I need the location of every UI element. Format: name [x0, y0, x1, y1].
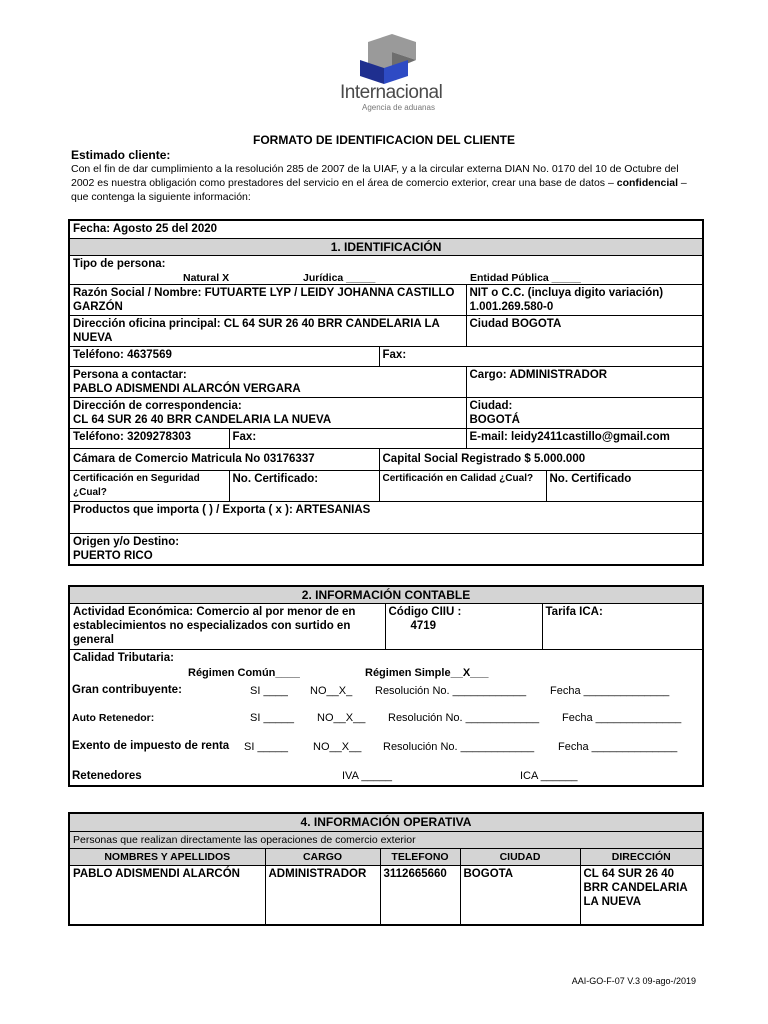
row-nombre: PABLO ADISMENDI ALARCÓN [69, 865, 265, 925]
calidad-tributaria-label: Calidad Tributaria: [73, 652, 174, 664]
origen-value: PUERTO RICO [73, 549, 153, 562]
exento-si: SI _____ [244, 741, 289, 753]
productos: Productos que importa ( ) / Exporta ( x ): ARTESANIAS [69, 501, 703, 533]
nit-value: 1.001.269.580-0 [469, 300, 554, 313]
logo-text: Internacional [340, 82, 443, 103]
capital-social: Capital Social Registrado $ 5.000.000 [379, 448, 703, 470]
document-title: FORMATO DE IDENTIFICACION DEL CLIENTE [252, 133, 515, 147]
natural-option: Natural X [183, 271, 230, 284]
email: E-mail: leidy2411castillo@gmail.com [466, 428, 703, 448]
col-header-direccion: DIRECCIÓN [580, 848, 703, 865]
cargo: Cargo: ADMINISTRADOR [466, 366, 703, 397]
gran-contribuyente-no: NO__X_ [310, 685, 353, 697]
juridica-option: Jurídica _____ [303, 271, 376, 284]
origen-destino [69, 533, 703, 565]
razon-social: Razón Social / Nombre: FUTUARTE LYP / LEIDY JOHANNA CASTILLO GARZÓN [69, 284, 466, 315]
section2-title: 2. INFORMACIÓN CONTABLE [69, 586, 703, 604]
auto-retenedor-no: NO__X__ [317, 712, 366, 724]
exento-fecha: Fecha ______________ [558, 741, 678, 753]
gran-contribuyente-label: Gran contribuyente: [72, 684, 182, 696]
gran-contribuyente-resolucion: Resolución No. ____________ [375, 685, 527, 697]
telefono2: Teléfono: 3209278303 [69, 428, 229, 448]
footer-code: AAI-GO-F-07 V.3 09-ago-/2019 [571, 976, 696, 986]
camara-comercio: Cámara de Comercio Matricula No 03176337 [69, 448, 379, 470]
fecha: Fecha: Agosto 25 del 2020 [69, 220, 703, 238]
actividad-economica: Actividad Económica: Comercio al por menor de en establecimientos no especializados con surtido en general [69, 604, 385, 650]
no-certificado-calidad: No. Certificado [546, 470, 703, 501]
section4-title: 4. INFORMACIÓN OPERATIVA [69, 813, 703, 831]
nit-label: NIT o C.C. (incluya digito variación) [469, 286, 664, 299]
auto-retenedor-si: SI _____ [250, 712, 295, 724]
identification-table [68, 219, 704, 566]
regimen-simple: Régimen Simple__X___ [365, 667, 489, 679]
auto-retenedor-fecha: Fecha ______________ [562, 712, 682, 724]
col-header-telefono: TELEFONO [380, 848, 460, 865]
gran-contribuyente-si: SI ____ [250, 685, 288, 697]
section4-subtitle: Personas que realizan directamente las operaciones de comercio exterior [69, 831, 703, 848]
no-certificado: No. Certificado: [229, 470, 379, 501]
dir-corresp-value: CL 64 SUR 26 40 BRR CANDELARIA LA NUEVA [73, 413, 332, 426]
logo-mark-icon [330, 30, 445, 85]
fax: Fax: [379, 346, 703, 366]
company-logo [330, 30, 445, 120]
logo-subtext: Agencia de aduanas [362, 103, 435, 112]
ciudad: Ciudad BOGOTA [466, 315, 703, 346]
retenedores-iva: IVA _____ [342, 770, 392, 782]
col-header-nombres: NOMBRES Y APELLIDOS [69, 848, 265, 865]
section1-title: 1. IDENTIFICACIÓN [69, 238, 703, 255]
tipo-persona-cell [69, 255, 703, 284]
greeting: Estimado cliente: [71, 148, 171, 162]
cert-calidad: Certificación en Calidad ¿Cual? [379, 470, 546, 501]
ciudad2-label: Ciudad: [469, 399, 513, 412]
entidad-publica-option: Entidad Pública _____ [470, 271, 581, 284]
exento-label: Exento de impuesto de renta [72, 740, 230, 752]
tipo-persona-label: Tipo de persona: [73, 257, 166, 270]
fax2: Fax: [229, 428, 466, 448]
exento-no: NO__X__ [313, 741, 362, 753]
tarifa-ica: Tarifa ICA: [542, 604, 703, 650]
ciudad2-value: BOGOTÁ [469, 413, 520, 426]
row-direccion: CL 64 SUR 26 40 BRR CANDELARIA LA NUEVA [580, 865, 703, 925]
nit-cell [466, 284, 703, 315]
ciiu-value: 4719 [410, 620, 437, 632]
row-ciudad: BOGOTA [460, 865, 580, 925]
row-cargo: ADMINISTRADOR [265, 865, 380, 925]
table-row [69, 865, 703, 925]
persona-contactar [69, 366, 466, 397]
ciiu-cell [385, 604, 542, 650]
row-telefono: 3112665660 [380, 865, 460, 925]
gran-contribuyente-fecha: Fecha ______________ [550, 685, 670, 697]
operativa-table [68, 812, 704, 926]
ciiu-label: Código CIIU : [388, 606, 462, 618]
regimen-comun: Régimen Común____ [188, 667, 300, 679]
direccion-correspondencia [69, 397, 466, 428]
dir-corresp-label: Dirección de correspondencia: [73, 399, 242, 412]
exento-resolucion: Resolución No. ____________ [383, 741, 535, 753]
contable-table [68, 585, 704, 787]
intro-paragraph: Con el fin de dar cumplimiento a la resolución 285 de 2007 de la UIAF, y a la circular externa DIAN No. 0170 del 10 de Octubre del 2002 es nuestra obligación como prestadores del servicio en el área de comercio exterior, crear una base de datos – confidencial – que contenga la siguiente información: [71, 163, 687, 203]
ciudad-correspondencia [466, 397, 703, 428]
auto-retenedor-label: Auto Retenedor: [72, 712, 155, 724]
col-header-ciudad: CIUDAD [460, 848, 580, 865]
persona-contactar-label: Persona a contactar: [73, 368, 187, 381]
retenedores-label: Retenedores [72, 770, 142, 782]
calidad-tributaria-cell [69, 650, 703, 786]
origen-label: Origen y/o Destino: [73, 535, 180, 548]
retenedores-ica: ICA ______ [520, 770, 578, 782]
cert-seguridad: Certificación en Seguridad ¿Cual? [69, 470, 229, 501]
col-header-cargo: CARGO [265, 848, 380, 865]
telefono: Teléfono: 4637569 [69, 346, 379, 366]
persona-contactar-value: PABLO ADISMENDI ALARCÓN VERGARA [73, 382, 301, 395]
auto-retenedor-resolucion: Resolución No. ____________ [388, 712, 540, 724]
direccion-oficina: Dirección oficina principal: CL 64 SUR 26 40 BRR CANDELARIA LA NUEVA [69, 315, 466, 346]
